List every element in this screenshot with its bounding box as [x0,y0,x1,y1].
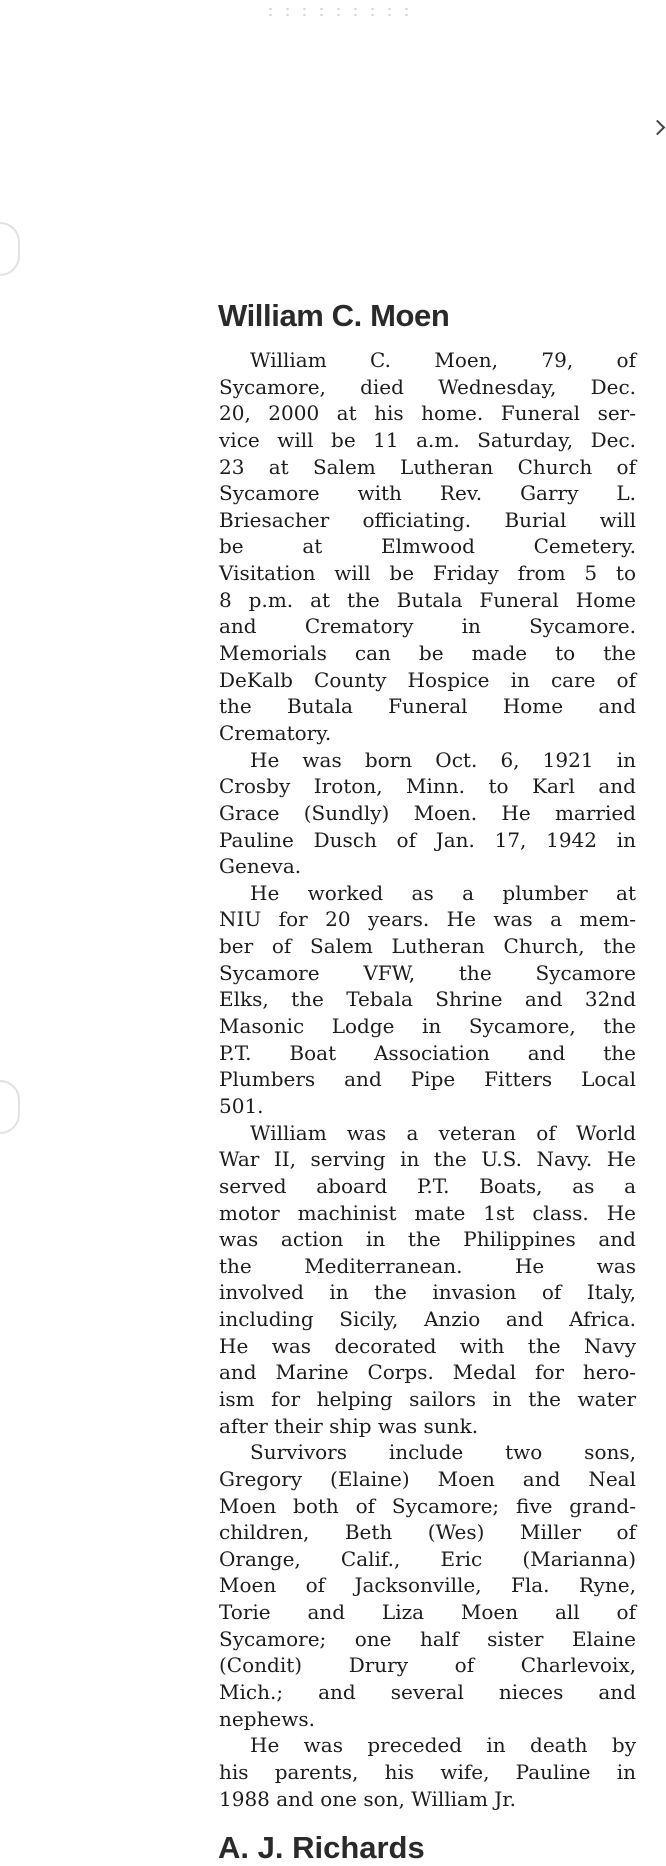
text-line: Sycamore; one half sister Elaine [219,1626,636,1651]
text-line: Sycamore, died Wednesday, Dec. [219,374,636,399]
text-line: Survivors include two sons, [250,1440,636,1465]
text-line: Torie and Liza Moen all of [219,1600,636,1625]
text-line: including Sicily, Anzio and Africa. [219,1307,636,1332]
paragraph [219,1732,636,1812]
scan-mark-chevron-icon [650,120,666,136]
text-line: Gregory (Elaine) Moen and Neal [219,1466,636,1491]
text-line: served aboard P.T. Boats, as a [219,1173,636,1198]
text-line: P.T. Boat Association and the [219,1040,636,1065]
obituary-body [219,347,636,1812]
text-line: DeKalb County Hospice in care of [219,667,636,692]
paragraph [219,880,636,1120]
scan-edge-mark [0,222,20,276]
text-line: Pauline Dusch of Jan. 17, 1942 in [219,827,636,852]
text-line: ism for helping sailors in the water [219,1386,636,1411]
text-line: children, Beth (Wes) Miller of [219,1520,636,1545]
text-line: was action in the Philippines and [219,1227,636,1252]
paragraph [219,747,636,880]
text-line: NIU for 20 years. He was a mem- [219,907,636,932]
scan-edge-mark [0,1080,20,1134]
text-line: Plumbers and Pipe Fitters Local [219,1067,636,1092]
text-line: Moen both of Sycamore; five grand- [219,1493,636,1518]
paragraph [219,347,636,747]
text-line: Briesacher officiating. Burial will [219,507,636,532]
text-line: Sycamore with Rev. Garry L. [219,481,636,506]
text-line: involved in the invasion of Italy, [219,1280,636,1305]
text-line: and Crematory in Sycamore. [219,614,636,639]
text-line: be at Elmwood Cemetery. [219,534,636,559]
text-line: (Condit) Drury of Charlevoix, [219,1653,636,1678]
text-line: 501. [219,1093,264,1118]
next-obituary-title: A. J. Richards [218,1830,425,1865]
text-line: He was decorated with the Navy [219,1333,636,1358]
text-line: nephews. [219,1706,315,1731]
text-line: his parents, his wife, Pauline in [219,1759,636,1784]
text-line: 20, 2000 at his home. Funeral ser- [219,401,636,426]
text-line: the Mediterranean. He was [219,1253,636,1278]
text-line: ber of Salem Lutheran Church, the [219,934,636,959]
text-line: William C. Moen, 79, of [250,348,636,372]
paragraph [219,1439,636,1732]
text-line: Elks, the Tebala Shrine and 32nd [219,987,636,1012]
text-line: Orange, Calif., Eric (Marianna) [219,1546,636,1571]
text-line: motor machinist mate 1st class. He [219,1200,636,1225]
text-line: William was a veteran of World [250,1120,636,1145]
text-line: after their ship was sunk. [219,1413,479,1438]
text-line: He worked as a plumber at [250,880,636,905]
text-line: Sycamore VFW, the Sycamore [219,960,636,985]
text-line: War II, serving in the U.S. Navy. He [219,1147,636,1172]
text-line: 23 at Salem Lutheran Church of [219,454,636,479]
text-line: and Marine Corps. Medal for hero- [219,1360,636,1385]
text-line: He was born Oct. 6, 1921 in [250,747,636,772]
text-line: He was preceded in death by [250,1733,636,1758]
text-line: Masonic Lodge in Sycamore, the [219,1014,636,1039]
obituary-title: William C. Moen [218,298,450,333]
text-line: Crematory. [219,720,332,745]
text-line: Moen of Jacksonville, Fla. Ryne, [219,1573,636,1598]
text-line: the Butala Funeral Home and [219,694,636,719]
paragraph [219,1120,636,1440]
text-line: Visitation will be Friday from 5 to [219,561,636,586]
text-line: Mich.; and several nieces and [219,1680,636,1705]
text-line: Geneva. [219,854,302,879]
text-line: 1988 and one son, William Jr. [219,1786,517,1811]
text-line: 8 p.m. at the Butala Funeral Home [219,587,636,612]
scan-specks [262,6,412,18]
text-line: Grace (Sundly) Moen. He married [219,800,636,825]
text-line: vice will be 11 a.m. Saturday, Dec. [219,427,636,452]
text-line: Crosby Iroton, Minn. to Karl and [219,774,636,799]
text-line: Memorials can be made to the [219,641,636,666]
